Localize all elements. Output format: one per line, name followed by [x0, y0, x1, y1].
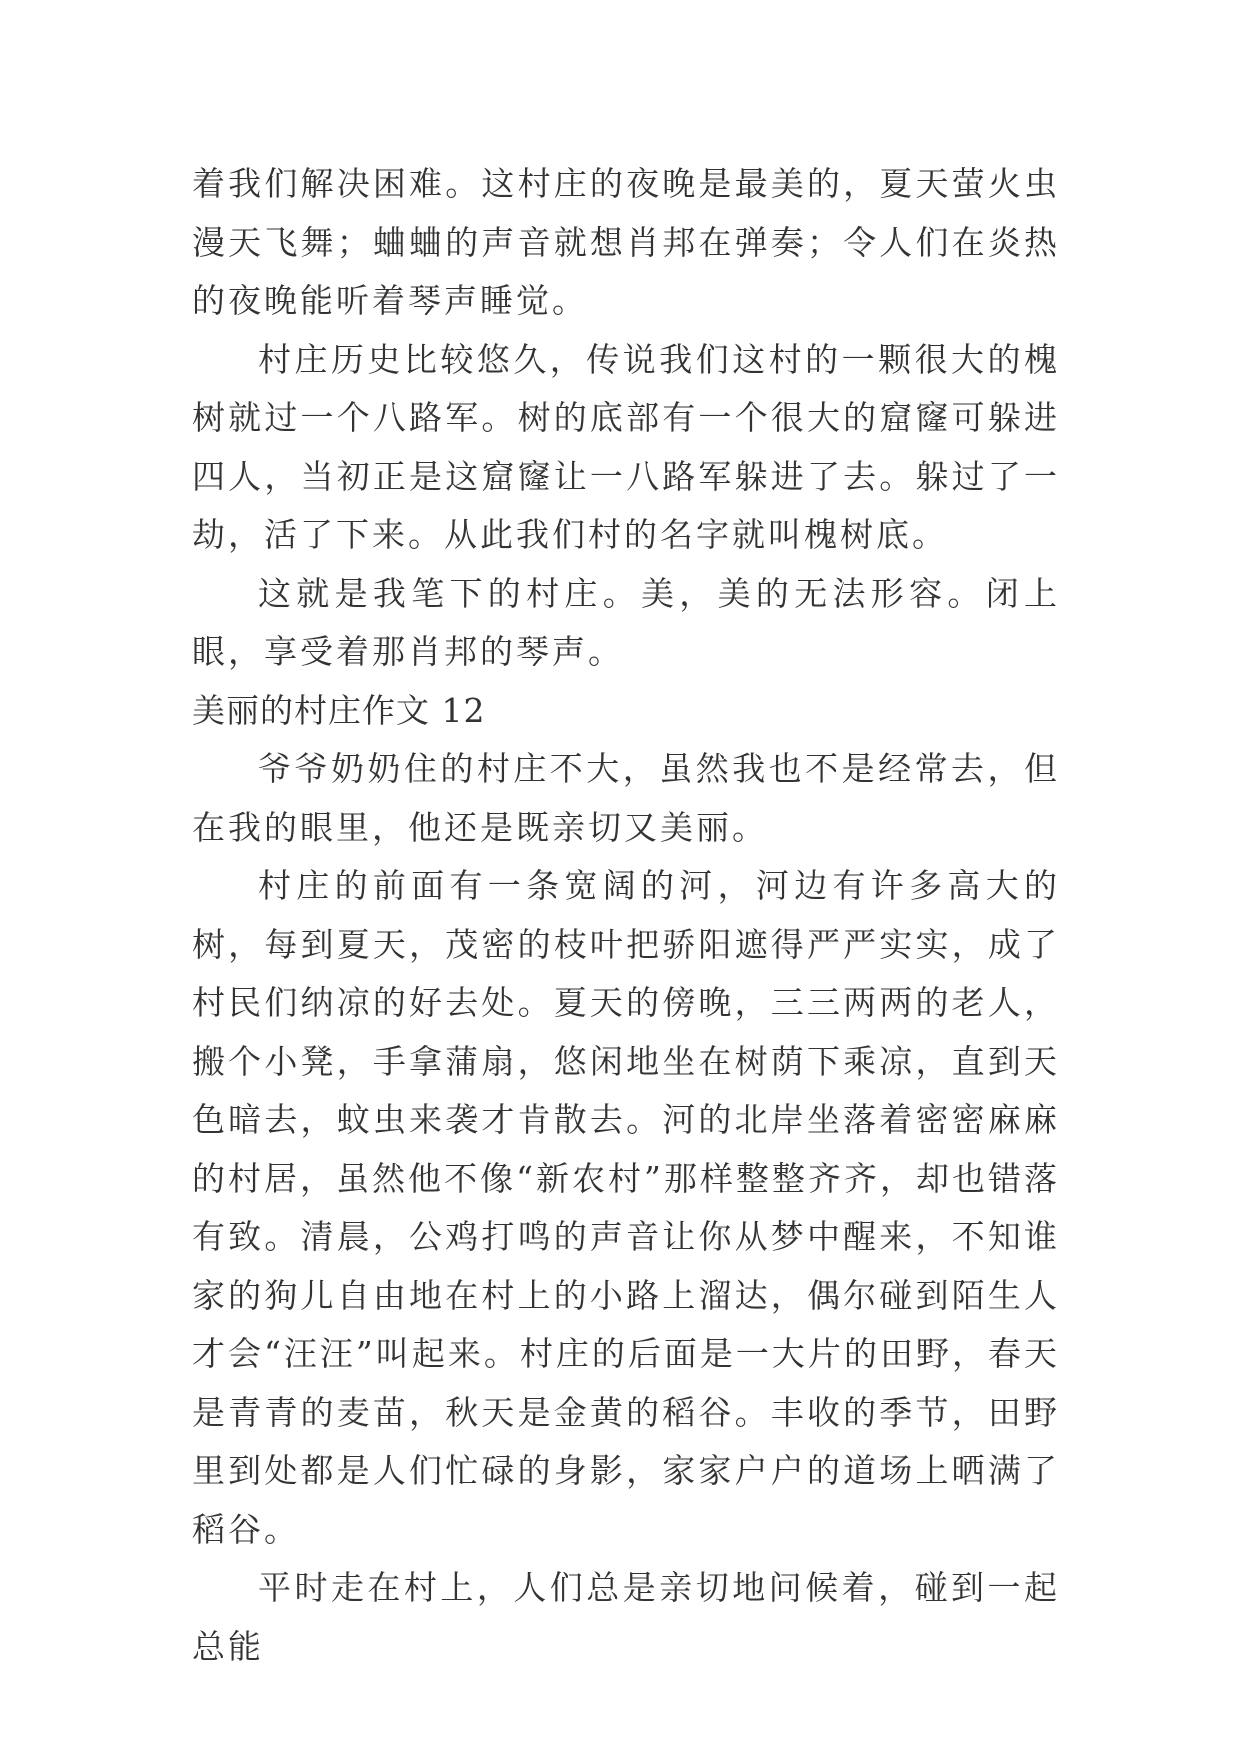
- paragraph-river-and-fields: 村庄的前面有一条宽阔的河，河边有许多高大的树，每到夏天，茂密的枝叶把骄阳遮得严严实实，成了村民们纳凉的好去处。夏天的傍晚，三三两两的老人，搬个小凳，手拿蒲扇，悠闲地坐在树荫下乘凉，直到天色暗去，蚊虫来袭才肯散去。河的北岸坐落着密密麻麻的村居，虽然他不像“新农村”那样整整齐齐，却也错落有致。清晨，公鸡打鸣的声音让你从梦中醒来，不知谁家的狗儿自由地在村上的小路上溜达，偶尔碰到陌生人才会“汪汪”叫起来。村庄的后面是一大片的田野，春天是青青的麦苗，秋天是金黄的稻谷。丰收的季节，田野里到处都是人们忙碌的身影，家家户户的道场上晒满了稻谷。: [192, 866, 1060, 1549]
- essay-heading: 美丽的村庄作文 12: [192, 690, 486, 730]
- paragraph-village-summary: 这就是我笔下的村庄。美，美的无法形容。闭上眼，享受着那肖邦的琴声。: [192, 573, 1060, 671]
- paragraph-greetings: 平时走在村上，人们总是亲切地问候着，碰到一起总能: [192, 1568, 1060, 1666]
- document-body: [192, 155, 1060, 1676]
- paragraph-grandparents-village: 爷爷奶奶住的村庄不大，虽然我也不是经常去，但在我的眼里，他还是既亲切又美丽。: [192, 749, 1060, 847]
- paragraph-continuation: 着我们解决困难。这村庄的夜晚是最美的，夏天萤火虫漫天飞舞；蛐蛐的声音就想肖邦在弹奏；令人们在炎热的夜晚能听着琴声睡觉。: [192, 164, 1060, 320]
- paragraph-village-history: 村庄历史比较悠久，传说我们这村的一颗很大的槐树就过一个八路军。树的底部有一个很大的窟窿可躲进四人，当初正是这窟窿让一八路军躲进了去。躲过了一劫，活了下来。从此我们村的名字就叫槐树底。: [192, 339, 1060, 554]
